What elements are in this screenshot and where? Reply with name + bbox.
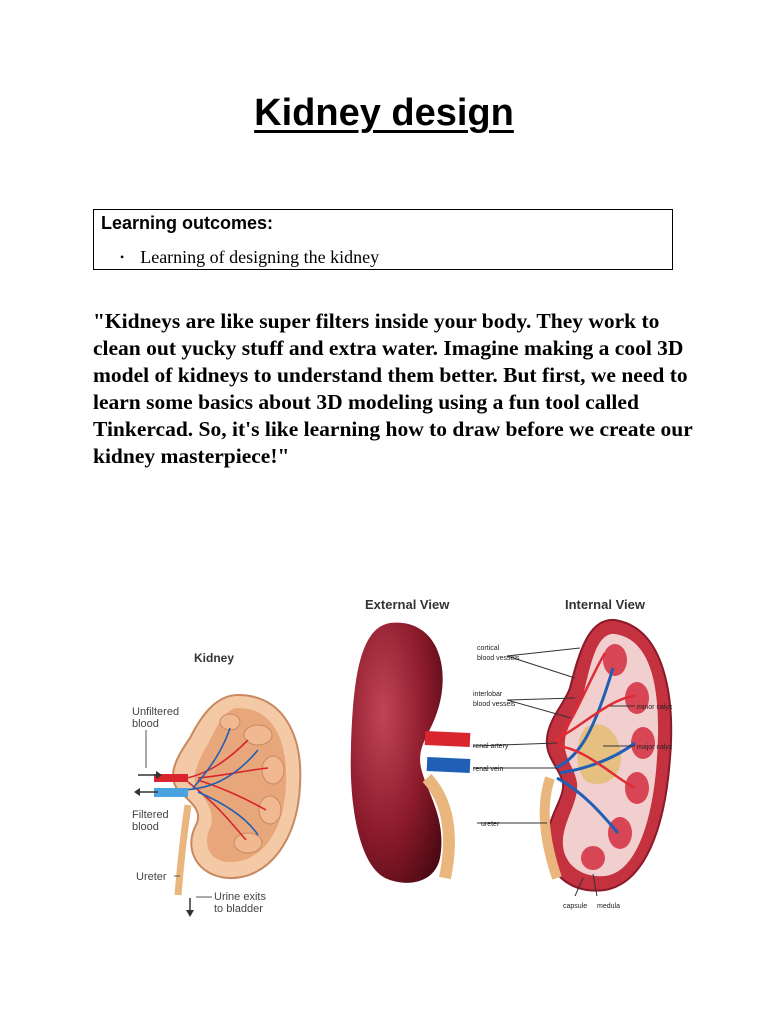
label-renal-artery: renal artery (473, 743, 509, 750)
internal-view-heading: Internal View (565, 597, 645, 612)
pyramid (259, 796, 281, 824)
intro-quote: "Kidneys are like super filters inside your body. They work to clean out yucky stuff and extra water. Imagine making a cool 3D model of kidneys to understand them better. But first, we need to learn some basics about 3D modeling using a fun tool called Tinkercad. So, it's like learning how to draw before we create our kidney masterpiece!" (93, 309, 693, 468)
external-view-heading: External View (365, 597, 450, 612)
renal-vein (154, 788, 188, 797)
label-cortical: cortical (477, 645, 500, 652)
pyramid (262, 756, 284, 784)
learning-outcomes-list (120, 247, 379, 268)
label-urine-2: to bladder (214, 903, 263, 915)
label-interlobar-2: blood vessels (473, 701, 516, 708)
bullet-icon: • (120, 250, 125, 264)
external-renal-artery (425, 738, 470, 740)
label-urine: Urine exits (214, 891, 266, 903)
label-unfiltered: Unfiltered (132, 706, 180, 718)
label-filtered-2: blood (132, 821, 159, 833)
arrow-head-icon (186, 910, 194, 917)
label-capsule: capsule (563, 903, 588, 910)
label-ureter: Ureter (136, 871, 167, 883)
learning-outcomes-box (93, 209, 673, 270)
kidney-diagram-left (118, 640, 318, 930)
label-cortical-2: blood vessels (477, 655, 520, 662)
external-renal-vein (427, 764, 470, 766)
pyramid (234, 833, 262, 853)
pyramid (220, 714, 240, 730)
label-medula: medula (597, 903, 620, 910)
label-filtered: Filtered (132, 809, 169, 821)
learning-outcomes-heading: Learning outcomes: (101, 213, 274, 233)
label-minor-calyx: minor calyx (637, 704, 673, 711)
label-unfiltered-2: blood (132, 718, 159, 730)
external-kidney (351, 623, 443, 883)
page-title: Kidney design (254, 92, 514, 134)
diagram-title: Kidney (194, 651, 235, 665)
label-renal-vein: renal vein (473, 766, 504, 773)
ureter (178, 805, 188, 895)
label-ureter: ureter (481, 821, 500, 828)
label-interlobar: interlobar (473, 691, 503, 698)
pyramid (244, 725, 272, 745)
label-major-calyx: major calyx (637, 744, 673, 751)
arrow-head-icon (134, 788, 140, 796)
list-item (120, 247, 379, 268)
outcome-text: Learning of designing the kidney (140, 247, 380, 267)
kidney-diagram-right (335, 578, 680, 923)
